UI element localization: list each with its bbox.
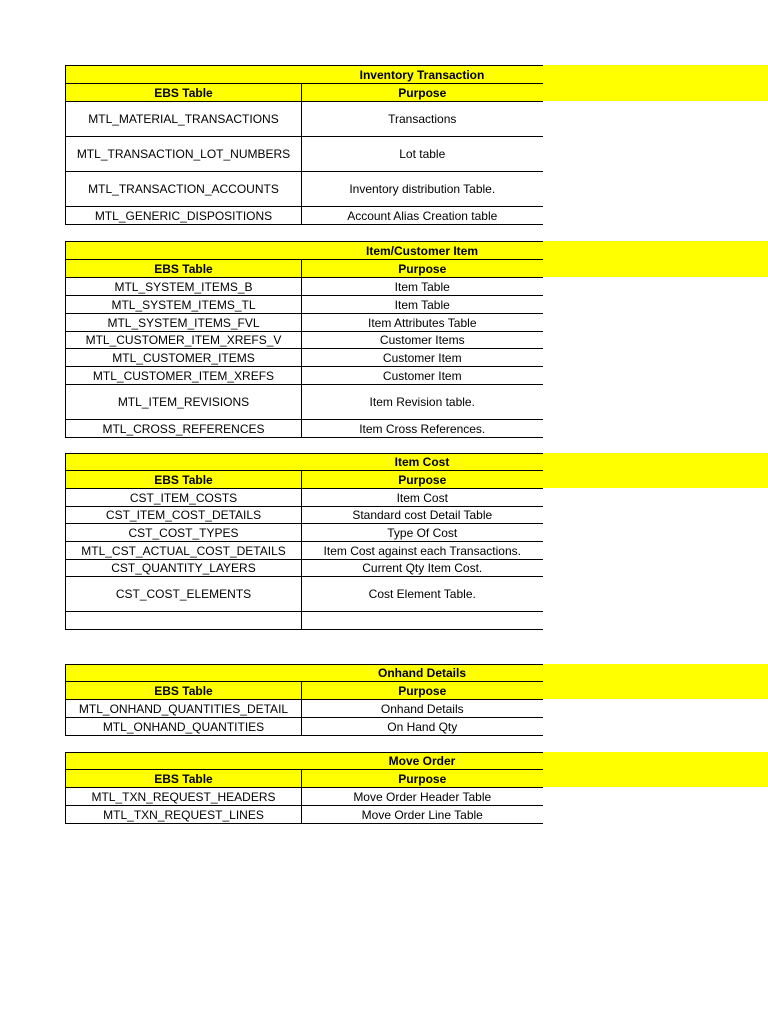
header-purpose: Purpose — [302, 682, 543, 700]
cell-ebs-table: MTL_GENERIC_DISPOSITIONS — [66, 207, 302, 225]
cell-purpose: Type Of Cost — [302, 524, 543, 542]
table-row — [66, 489, 543, 507]
table-row — [66, 577, 543, 612]
cell-ebs-table: MTL_CUSTOMER_ITEMS — [66, 349, 302, 367]
cell-ebs-table: CST_COST_TYPES — [66, 524, 302, 542]
cell-ebs-table: MTL_SYSTEM_ITEMS_B — [66, 278, 302, 296]
cell-ebs-table — [66, 612, 302, 630]
cell-purpose: Move Order Header Table — [302, 788, 543, 806]
section-title: Move Order — [302, 753, 543, 770]
cell-purpose: Lot table — [302, 137, 543, 172]
cell-ebs-table: CST_COST_ELEMENTS — [66, 577, 302, 612]
title-blank-cell — [66, 753, 302, 770]
cell-purpose: Item Cost — [302, 489, 543, 507]
table-row — [66, 385, 543, 420]
cell-purpose: Cost Element Table. — [302, 577, 543, 612]
cell-ebs-table: MTL_SYSTEM_ITEMS_TL — [66, 296, 302, 314]
section-title: Item Cost — [302, 454, 543, 471]
cell-purpose: Item Table — [302, 278, 543, 296]
table-row — [66, 367, 543, 385]
cell-ebs-table: MTL_CUSTOMER_ITEM_XREFS_V — [66, 332, 302, 349]
cell-purpose — [302, 612, 543, 630]
cell-purpose: Item Cost against each Transactions. — [302, 542, 543, 560]
cell-ebs-table: MTL_CST_ACTUAL_COST_DETAILS — [66, 542, 302, 560]
table-row — [66, 700, 543, 718]
title-blank-cell — [66, 454, 302, 471]
section-title: Item/Customer Item — [302, 242, 543, 260]
cell-ebs-table: CST_ITEM_COSTS — [66, 489, 302, 507]
table-row — [66, 718, 543, 736]
cell-ebs-table: MTL_ITEM_REVISIONS — [66, 385, 302, 420]
table-row — [66, 349, 543, 367]
header-purpose: Purpose — [302, 471, 543, 489]
cell-purpose: Item Revision table. — [302, 385, 543, 420]
cell-purpose: Standard cost Detail Table — [302, 507, 543, 524]
cell-purpose: Customer Item — [302, 367, 543, 385]
header-purpose: Purpose — [302, 770, 543, 788]
title-blank-cell — [66, 665, 302, 682]
cell-ebs-table: CST_QUANTITY_LAYERS — [66, 560, 302, 577]
header-purpose: Purpose — [302, 260, 543, 278]
cell-ebs-table: MTL_MATERIAL_TRANSACTIONS — [66, 102, 302, 137]
table-row — [66, 314, 543, 332]
table-onhand-details — [65, 664, 543, 736]
header-ebs-table: EBS Table — [66, 770, 302, 788]
cell-purpose: Account Alias Creation table — [302, 207, 543, 225]
cell-ebs-table: MTL_TRANSACTION_ACCOUNTS — [66, 172, 302, 207]
cell-purpose: Item Cross References. — [302, 420, 543, 438]
header-ebs-table: EBS Table — [66, 682, 302, 700]
table-row — [66, 806, 543, 824]
cell-purpose: Transactions — [302, 102, 543, 137]
table-row — [66, 788, 543, 806]
table-row — [66, 137, 543, 172]
cell-ebs-table: MTL_TRANSACTION_LOT_NUMBERS — [66, 137, 302, 172]
cell-purpose: Current Qty Item Cost. — [302, 560, 543, 577]
cell-purpose: Move Order Line Table — [302, 806, 543, 824]
header-ebs-table: EBS Table — [66, 260, 302, 278]
cell-ebs-table: MTL_SYSTEM_ITEMS_FVL — [66, 314, 302, 332]
table-row — [66, 542, 543, 560]
title-blank-cell — [66, 66, 302, 84]
cell-ebs-table: MTL_ONHAND_QUANTITIES — [66, 718, 302, 736]
table-row — [66, 524, 543, 542]
cell-purpose: Item Attributes Table — [302, 314, 543, 332]
header-purpose: Purpose — [302, 84, 543, 102]
table-move-order — [65, 752, 543, 824]
table-item-customer-item — [65, 241, 543, 438]
table-row — [66, 102, 543, 137]
title-blank-cell — [66, 242, 302, 260]
section-title: Onhand Details — [302, 665, 543, 682]
cell-purpose: On Hand Qty — [302, 718, 543, 736]
table-inventory-transaction — [65, 65, 543, 225]
table-row — [66, 612, 543, 630]
table-row — [66, 278, 543, 296]
cell-purpose: Item Table — [302, 296, 543, 314]
cell-ebs-table: MTL_CROSS_REFERENCES — [66, 420, 302, 438]
section-title: Inventory Transaction — [302, 66, 543, 84]
table-row — [66, 332, 543, 349]
header-ebs-table: EBS Table — [66, 471, 302, 489]
header-ebs-table: EBS Table — [66, 84, 302, 102]
table-row — [66, 420, 543, 438]
cell-ebs-table: CST_ITEM_COST_DETAILS — [66, 507, 302, 524]
cell-ebs-table: MTL_CUSTOMER_ITEM_XREFS — [66, 367, 302, 385]
cell-ebs-table: MTL_TXN_REQUEST_LINES — [66, 806, 302, 824]
table-row — [66, 207, 543, 225]
table-row — [66, 296, 543, 314]
cell-purpose: Customer Items — [302, 332, 543, 349]
table-row — [66, 507, 543, 524]
table-item-cost — [65, 453, 543, 630]
table-row — [66, 560, 543, 577]
table-row — [66, 172, 543, 207]
cell-ebs-table: MTL_TXN_REQUEST_HEADERS — [66, 788, 302, 806]
cell-ebs-table: MTL_ONHAND_QUANTITIES_DETAIL — [66, 700, 302, 718]
cell-purpose: Customer Item — [302, 349, 543, 367]
cell-purpose: Onhand Details — [302, 700, 543, 718]
cell-purpose: Inventory distribution Table. — [302, 172, 543, 207]
